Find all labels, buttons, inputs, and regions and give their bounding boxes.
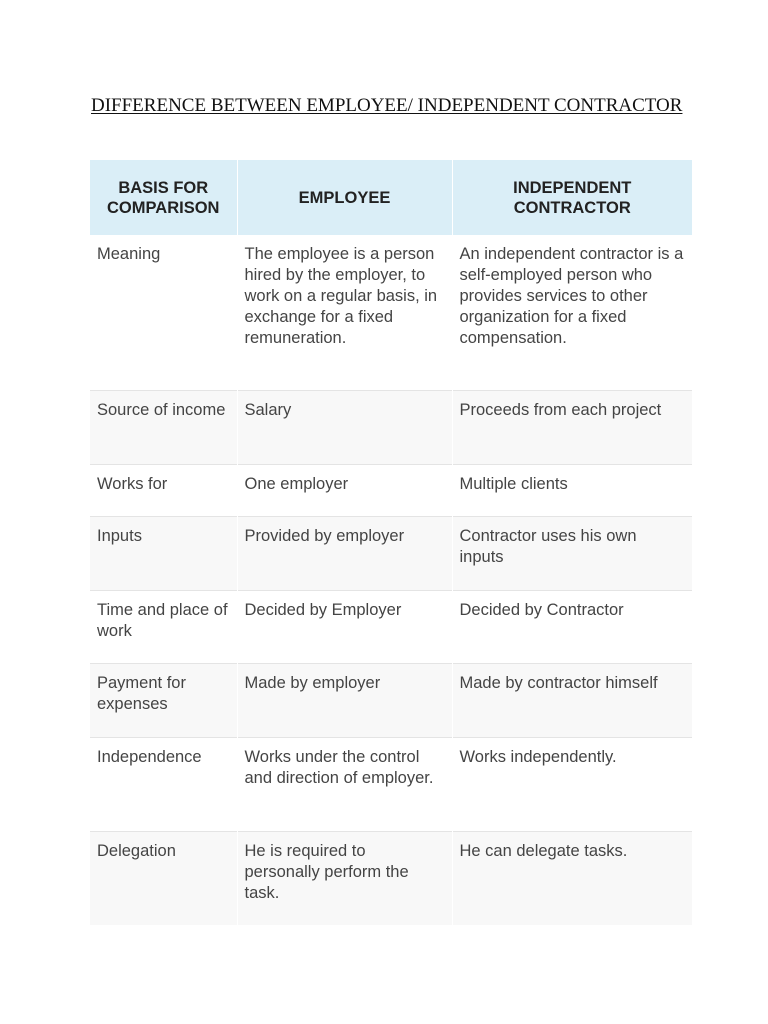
row-contractor-cell: Multiple clients [452, 464, 692, 516]
table-body [90, 235, 692, 925]
row-contractor-cell: An independent contractor is a self-employed person who provides services to other organization for a fixed compensation. [452, 235, 692, 390]
row-contractor-cell: Made by contractor himself [452, 663, 692, 737]
row-employee-cell: Provided by employer [237, 516, 452, 590]
table-row [90, 831, 692, 925]
row-employee-cell: Decided by Employer [237, 590, 452, 663]
table-row [90, 663, 692, 737]
row-employee-cell: He is required to personally perform the task. [237, 831, 452, 925]
page-title: DIFFERENCE BETWEEN EMPLOYEE/ INDEPENDENT CONTRACTOR [91, 95, 683, 116]
row-basis-cell: Meaning [90, 235, 237, 390]
row-basis-cell: Payment for expenses [90, 663, 237, 737]
table-header [90, 160, 692, 235]
header-basis: BASIS FOR COMPARISON [90, 160, 237, 235]
row-employee-cell: Made by employer [237, 663, 452, 737]
row-basis-cell: Source of income [90, 390, 237, 464]
table-row [90, 590, 692, 663]
table-row [90, 516, 692, 590]
header-row [90, 160, 692, 235]
header-employee: EMPLOYEE [237, 160, 452, 235]
row-basis-cell: Works for [90, 464, 237, 516]
row-basis-cell: Delegation [90, 831, 237, 925]
row-contractor-cell: Contractor uses his own inputs [452, 516, 692, 590]
table-row [90, 464, 692, 516]
row-contractor-cell: Proceeds from each project [452, 390, 692, 464]
table-row [90, 737, 692, 831]
row-employee-cell: Works under the control and direction of employer. [237, 737, 452, 831]
row-employee-cell: Salary [237, 390, 452, 464]
table-row [90, 390, 692, 464]
row-contractor-cell: Decided by Contractor [452, 590, 692, 663]
table-row [90, 235, 692, 390]
row-basis-cell: Inputs [90, 516, 237, 590]
row-basis-cell: Independence [90, 737, 237, 831]
row-employee-cell: One employer [237, 464, 452, 516]
row-contractor-cell: Works independently. [452, 737, 692, 831]
comparison-table [90, 160, 692, 925]
row-contractor-cell: He can delegate tasks. [452, 831, 692, 925]
row-employee-cell: The employee is a person hired by the employer, to work on a regular basis, in exchange for a fixed remuneration. [237, 235, 452, 390]
header-contractor: INDEPENDENT CONTRACTOR [452, 160, 692, 235]
row-basis-cell: Time and place of work [90, 590, 237, 663]
